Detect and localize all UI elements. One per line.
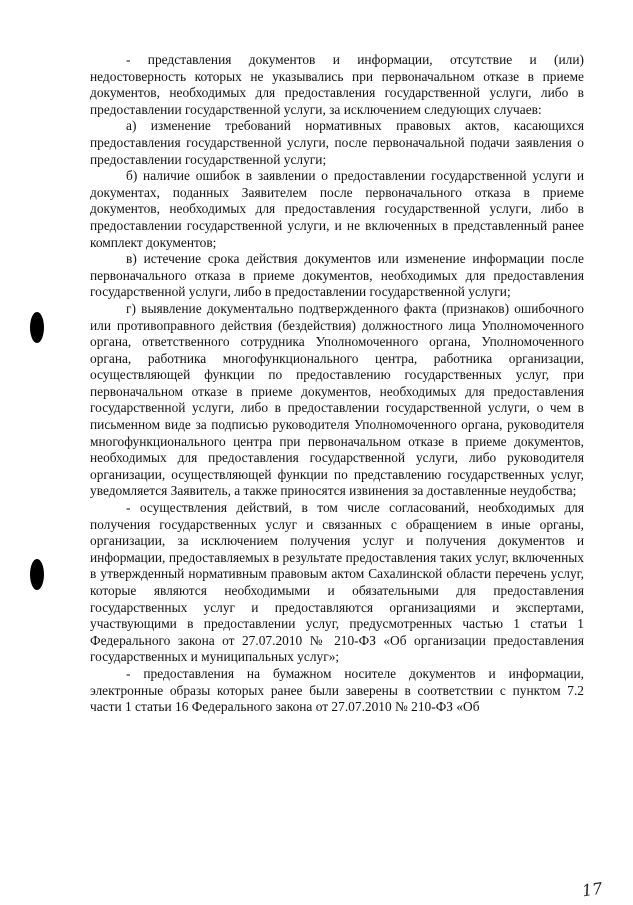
paragraph-paper-documents: - предоставления на бумажном носителе документов и информации, электронные образы которых ранее были заверены в соответствии с пунктом 7.2 части 1 статьи 16 Федерального закона от 27.07.2010 № 210-ФЗ «Об (90, 665, 584, 715)
paragraph-actions: - осуществления действий, в том числе согласований, необходимых для получения государственных услуг и связанных с обращением в иные органы, организации, за исключением получения услуг и получения документов и информации, предоставляемых в результате предоставления таких услуг, включенных в утвержденный нормативным правовым актом Сахалинской области перечень услуг, которые являются необходимыми и обязательными для предоставления государственных услуг и предоставляются организациями и экспертами, участвующими в предоставлении услуг, предусмотренных частью 1 статьи 1 Федерального закона от 27.07.2010 № 210-ФЗ «Об организации предоставления государственных и муниципальных услуг»; (90, 500, 584, 665)
page-number: 17 (580, 878, 604, 901)
paragraph-documents-info: - представления документов и информации, отсутствие и (или) недостоверность которых не указывались при первоначальном отказе в приеме документов, необходимых для предоставления государственной услуги, либо в предоставлении государственной услуги, за исключением следующих случаев: (90, 52, 584, 117)
body-text (90, 52, 584, 716)
paragraph-item-v: в) истечение срока действия документов или изменение информации после первоначального отказа в приеме документов, необходимых для предоставления государственной услуги, либо в предоставлении государственной услуги; (90, 251, 584, 300)
paragraph-item-g: г) выявление документально подтвержденного факта (признаков) ошибочного или противоправного действия (бездействия) должностного лица Уполномоченного органа, ответственного сотрудника Уполномоченного органа, Уполномоченного органа, работника многофункционального центра, работника организации, осуществляющей функции по предоставлению государственных услуг, при первоначальном отказе в приеме документов, необходимых для предоставления государственной услуги, либо в предоставлении государственной услуги, о чем в письменном виде за подписью руководителя Уполномоченного органа, руководителя многофункционального центра при первоначальном отказе в приеме документов, необходимых для предоставления государственной услуги, либо руководителя организации, осуществляющей функции по представлению государственных услуг, уведомляется Заявитель, а также приносятся извинения за доставленные неудобства; (90, 300, 584, 499)
paragraph-item-a: а) изменение требований нормативных правовых актов, касающихся предоставления государственной услуги, после первоначальной подачи заявления о предоставлении государственной услуги; (90, 118, 584, 167)
punch-hole-top (30, 312, 44, 343)
paragraph-item-b: б) наличие ошибок в заявлении о предоставлении государственной услуги и документах, поданных Заявителем после первоначального отказа в приеме документов, необходимых для предоставления государственной услуги, либо в предоставлении государственной услуги, и не включенных в представленный ранее комплект документов; (90, 168, 584, 250)
punch-hole-bottom (30, 559, 44, 590)
